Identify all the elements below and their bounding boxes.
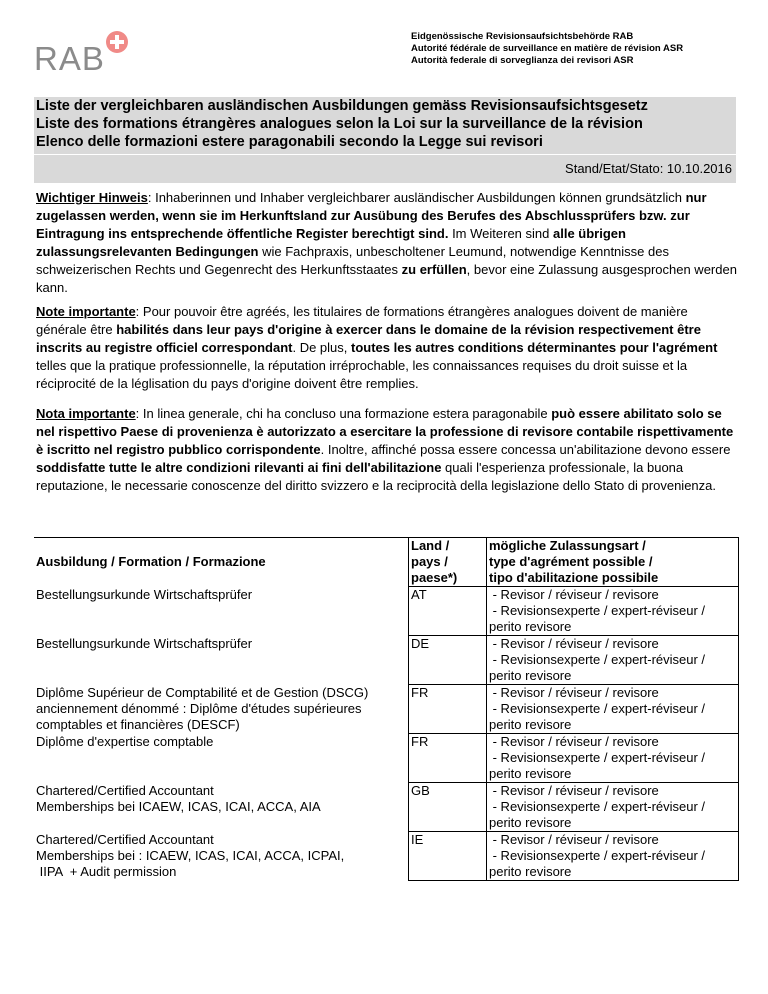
admission-line: - Revisor / réviseur / revisore — [489, 734, 659, 749]
table-row — [34, 587, 739, 636]
admission-line: - Revisor / réviseur / revisore — [489, 636, 659, 651]
title-fr: Liste des formations étrangères analogues selon la Loi sur la surveillance de la révision — [36, 116, 643, 132]
table-row — [34, 783, 739, 832]
education-cell — [34, 587, 409, 636]
education-cell — [34, 636, 409, 685]
admission-cell — [487, 636, 739, 685]
education-cell — [34, 685, 409, 734]
admission-cell — [487, 783, 739, 832]
education-line: Diplôme Supérieur de Comptabilité et de Gestion (DSCG) — [36, 684, 369, 700]
authority-name-it: Autorità federale di sorveglianza dei revisori ASR — [411, 55, 634, 66]
notice-it-text-3: quali l'esperienza professionale, la buona reputazione, le necessarie conoscenze del diritto svizzero e la reciprocità della legislazione dello Stato di provenienza. — [36, 460, 716, 493]
header-country-line: paese*) — [411, 570, 458, 585]
notice-de-text-3: wie Fachpraxis, unbescholtener Leumund, notwendige Kenntnisse des schweizerischen Rechts und Gegenrecht des Herkunftsstaates — [36, 244, 669, 277]
table-row — [34, 832, 739, 881]
admission-line: perito revisore — [489, 619, 572, 634]
notice-it-bold-2: soddisfatte tutte le altre condizioni rilevanti ai fini dell'abilitazione — [36, 460, 442, 475]
notice-it-bold-1: può essere abilitato solo se nel rispettivo Paese di provenienza è autorizzato a esercitare la professione di revisore contabile rispettivamente è iscritto nel registro pubblico corrispondente — [36, 406, 734, 457]
header-country-line: Land / — [411, 538, 450, 553]
admission-line: - Revisionsexperte / expert-réviseur / — [489, 848, 706, 863]
header-country-line: pays / — [411, 554, 448, 569]
table-row — [34, 685, 739, 734]
country-cell: GB — [409, 783, 487, 832]
admission-line: perito revisore — [489, 864, 572, 879]
admission-cell — [487, 734, 739, 783]
education-line: Bestellungsurkunde Wirtschaftsprüfer — [36, 586, 253, 602]
admission-line: - Revisor / réviseur / revisore — [489, 783, 659, 798]
notice-it-text-1: : In linea generale, chi ha concluso una formazione estera paragonabile — [135, 406, 552, 421]
country-cell: IE — [409, 832, 487, 881]
authority-name-de: Eidgenössische Revisionsaufsichtsbehörde RAB — [411, 31, 634, 42]
admission-line: - Revisionsexperte / expert-réviseur / — [489, 603, 706, 618]
header-country — [409, 538, 487, 587]
country-cell: FR — [409, 685, 487, 734]
education-line: Bestellungsurkunde Wirtschaftsprüfer — [36, 635, 253, 651]
title-it: Elenco delle formazioni estere paragonabili secondo la Legge sui revisori — [36, 134, 543, 150]
notice-fr-bold-2: toutes les autres conditions déterminantes pour l'agrément — [351, 340, 718, 355]
education-cell — [34, 832, 409, 881]
admission-cell — [487, 587, 739, 636]
notice-de-bold-1: nur zugelassen werden, wenn sie im Herkunftsland zur Ausübung des Berufes des Abschlussprüfers bzw. zur Eintragung ins entsprechende öffentliche Register berechtigt sind. — [36, 190, 707, 241]
country-cell: FR — [409, 734, 487, 783]
notice-fr-label: Note importante — [36, 304, 136, 319]
swiss-cross-icon — [106, 31, 128, 53]
education-cell — [34, 783, 409, 832]
admission-line: perito revisore — [489, 668, 572, 683]
notice-de — [36, 189, 740, 297]
table-row — [34, 636, 739, 685]
education-line: Diplôme d'expertise comptable — [36, 733, 214, 749]
education-line: Memberships bei : ICAEW, ICAS, ICAI, ACCA, ICPAI, — [36, 847, 345, 863]
education-line: comptables et financières (DESCF) — [36, 716, 240, 732]
country-cell: DE — [409, 636, 487, 685]
education-line: Memberships bei ICAEW, ICAS, ICAI, ACCA, AIA — [36, 798, 321, 814]
education-line: Chartered/Certified Accountant — [36, 782, 214, 798]
logo-text: RAB — [34, 40, 105, 77]
education-line: anciennement dénommé : Diplôme d'études supérieures — [36, 700, 362, 716]
notice-it-text-2: . Inoltre, affinché possa essere concessa un'abilitazione devono essere — [320, 442, 731, 457]
authority-name-fr: Autorité fédérale de surveillance en matière de révision ASR — [411, 43, 684, 54]
table-header — [34, 538, 739, 587]
notice-fr-text-2: . De plus, — [292, 340, 351, 355]
admission-line: - Revisionsexperte / expert-réviseur / — [489, 701, 706, 716]
document-title — [34, 97, 736, 154]
notice-it — [36, 405, 740, 495]
authority-names — [411, 31, 683, 67]
header-admission — [487, 538, 739, 587]
formations-table — [34, 537, 739, 881]
admission-cell — [487, 832, 739, 881]
education-line: IIPA + Audit permission — [36, 863, 177, 879]
admission-line: - Revisor / réviseur / revisore — [489, 832, 659, 847]
header-admission-line: tipo d'abilitazione possibile — [489, 570, 659, 585]
notice-fr — [36, 303, 740, 393]
notice-de-text-4: , bevor eine Zulassung ausgesprochen werden kann. — [36, 262, 737, 295]
notice-it-label: Nota importante — [36, 406, 136, 421]
notice-de-text-2: Im Weiteren sind — [448, 226, 553, 241]
admission-line: - Revisionsexperte / expert-réviseur / — [489, 652, 706, 667]
admission-line: - Revisionsexperte / expert-réviseur / — [489, 750, 706, 765]
admission-line: - Revisor / réviseur / revisore — [489, 587, 659, 602]
country-cell: AT — [409, 587, 487, 636]
admission-line: - Revisionsexperte / expert-réviseur / — [489, 799, 706, 814]
status-bar — [34, 155, 736, 183]
admission-line: perito revisore — [489, 815, 572, 830]
notice-fr-text-1: : Pour pouvoir être agréés, les titulaires de formations étrangères analogues doivent de manière générale être — [36, 304, 688, 337]
admission-cell — [487, 685, 739, 734]
rab-logo — [34, 28, 144, 88]
status-date: Stand/Etat/Stato: 10.10.2016 — [565, 161, 732, 176]
admission-line: - Revisor / réviseur / revisore — [489, 685, 659, 700]
education-cell — [34, 734, 409, 783]
header-education: Ausbildung / Formation / Formazione — [34, 538, 409, 587]
header-admission-line: type d'agrément possible / — [489, 554, 653, 569]
notice-de-text-1: : Inhaberinnen und Inhaber vergleichbarer ausländischer Ausbildungen können grundsätzlich — [147, 190, 686, 205]
notice-de-label: Wichtiger Hinweis — [36, 190, 148, 205]
notice-de-bold-2: alle übrigen zulassungsrelevanten Bedingungen — [36, 226, 626, 259]
title-de: Liste der vergleichbaren ausländischen Ausbildungen gemäss Revisionsaufsichtsgesetz — [36, 98, 648, 114]
table-row — [34, 734, 739, 783]
notice-de-bold-3: zu erfüllen — [401, 262, 467, 277]
notice-fr-text-3: telles que la pratique professionnelle, la réputation irréprochable, les connaissances requises du droit suisse et la réciprocité de la léglisation du pays d'origine doivent être remplies. — [36, 358, 688, 391]
notice-fr-bold-1: habilités dans leur pays d'origine à exercer dans le domaine de la révision respectivement être inscrits au registre officiel correspondant — [36, 322, 701, 355]
admission-line: perito revisore — [489, 766, 572, 781]
admission-line: perito revisore — [489, 717, 572, 732]
header-admission-line: mögliche Zulassungsart / — [489, 538, 646, 553]
education-line: Chartered/Certified Accountant — [36, 831, 214, 847]
